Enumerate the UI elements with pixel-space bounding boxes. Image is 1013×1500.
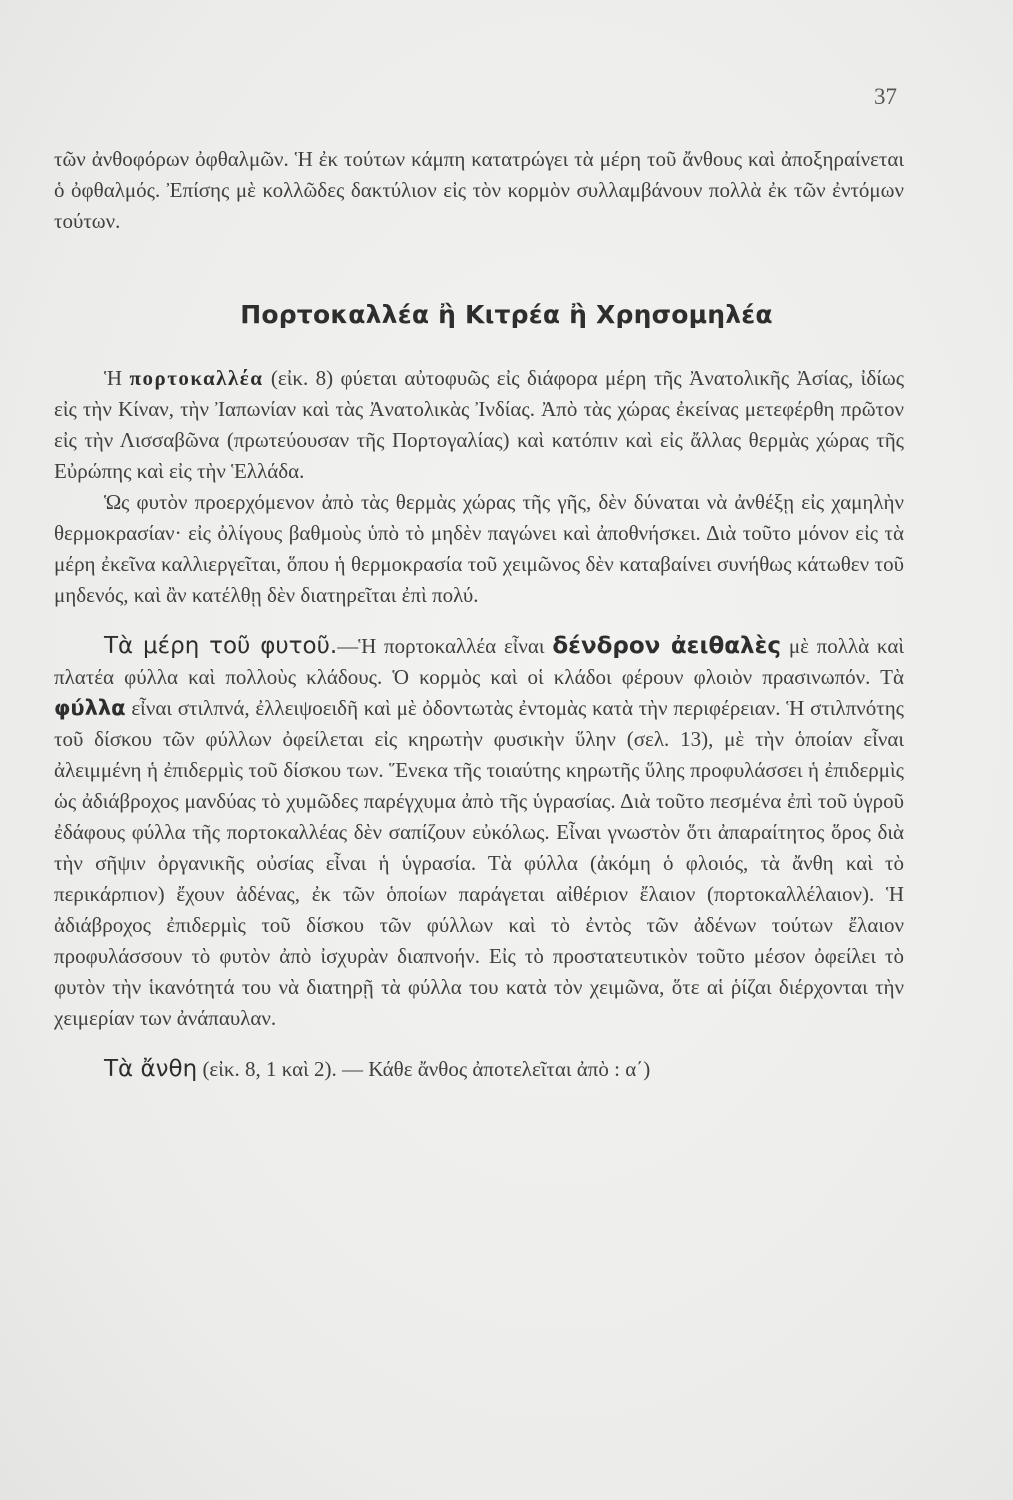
intro-paragraph-text: τῶν ἀνθοφόρων ὀφθαλμῶν. Ἡ ἐκ τούτων κάμπη κατατρώγει τὰ μέρη τοῦ ἄνθους καὶ ἀποξηραίνεται ὁ ὀφθαλμός. Ἐπίσης μὲ κολλῶδες δακτύλιον εἰς τὸν κορμὸν συλλαμβάνουν πολλὰ ἐκ τῶν ἐντόμων τούτων. <box>54 147 904 233</box>
parts-text-1: —Ἡ πορτοκαλλέα εἶναι <box>337 634 553 658</box>
subheading-plant-parts: Τὰ μέρη τοῦ φυτοῦ. <box>104 633 338 659</box>
page-number: 37 <box>874 84 897 109</box>
paragraph-plant-parts <box>54 631 904 1034</box>
origin-text: (εἰκ. 8) φύεται αὐτοφυῶς εἰς διάφορα μέρη τῆς Ἀνατολικῆς Ἀσίας, ἰδίως εἰς τὴν Κίναν, τὴν Ἰαπωνίαν καὶ τὰς Ἀνατολικὰς Ἰνδίας. Ἀπὸ τὰς χώρας ἐκείνας μετεφέρθη πρῶτον εἰς τὴν Λισσαβῶνα (πρωτεύουσαν τῆς Πορτογαλίας) καὶ κατόπιν καὶ εἰς ἄλλας θερμὰς χώρας τῆς Εὐρώπης καὶ εἰς τὴν Ἑλλάδα. <box>54 366 905 483</box>
term-leaves: φύλλα <box>54 696 126 720</box>
paragraph-climate: Ὡς φυτὸν προερχόμενον ἀπὸ τὰς θερμὰς χώρας τῆς γῆς, δὲν δύναται νὰ ἀνθέξῃ εἰς χαμηλὴν θερμοκρασίαν· εἰς ὀλίγους βαθμοὺς ὑπὸ τὸ μηδὲν παγώνει καὶ ἀποθνήσκει. Διὰ τοῦτο μόνον εἰς τὰ μέρη ἐκεῖνα καλλιεργεῖται, ὅπου ἡ θερμοκρασία τοῦ χειμῶνος δὲν καταβαίνει συνήθως κάτωθεν τοῦ μηδενός, καὶ ἂν κατέλθῃ δὲν διατηρεῖται ἐπὶ πολύ. <box>54 490 904 607</box>
parts-text-2: μὲ πολλὰ καὶ πλατέα φύλλα καὶ πολλοὺς κλάδους. Ὁ κορμὸς καὶ οἱ κλάδοι φέρουν φλοιὸν πρασινωπόν. Τὰ <box>54 634 904 689</box>
term-portokallea: πορτοκαλλέα <box>129 366 264 390</box>
section-heading: Πορτοκαλλέα ἢ Κιτρέα ἢ Χρησομηλέα <box>240 300 773 329</box>
body-text <box>54 363 904 1085</box>
term-evergreen-tree: δένδρον ἀειθαλὲς <box>552 633 782 659</box>
origin-lead: Ἡ <box>104 366 130 390</box>
paragraph-origin <box>54 363 904 487</box>
paragraph-flowers <box>54 1054 904 1085</box>
parts-text-3: εἶναι στιλπνά, ἐλλειψοειδῆ καὶ μὲ ὀδοντωτὰς ἐντομὰς κατὰ τὴν περιφέρειαν. Ἡ στιλπνότης τοῦ δίσκου τῶν φύλλων ὀφείλεται εἰς κηρωτὴν φυσικὴν ὕλην (σελ. 13), μὲ τὴν ὁποίαν εἶναι ἀλειμμένη ἡ ἐπιδερμὶς τοῦ δίσκου των. Ἕνεκα τῆς τοιαύτης κηρωτῆς ὕλης προφυλάσσει ἡ ἐπιδερμὶς ὡς ἀδιάβροχος μανδύας τὸ χυμῶδες παρέγχυμα ἀπὸ τῆς ὑγρασίας. Διὰ τοῦτο πεσμένα ἐπὶ τοῦ ὑγροῦ ἐδάφους φύλλα τῆς πορτοκαλλέας δὲν σαπίζουν εὐκόλως. Εἶναι γνωστὸν ὅτι ἀπαραίτητος ὅρος διὰ τὴν σῆψιν ὀργανικῆς οὐσίας εἶναι ἡ ὑγρασία. Τὰ φύλλα (ἀκόμη ὁ φλοιός, τὰ ἄνθη καὶ τὸ περικάρπιον) ἔχουν ἀδένας, ἐκ τῶν ὁποίων παράγεται αἰθέριον ἔλαιον (πορτοκαλλέλαιον). Ἡ ἀδιάβροχος ἐπιδερμὶς τοῦ δίσκου τῶν φύλλων καὶ τὸ ἐντὸς τῶν ἀδένων τούτων ἔλαιον προφυλάσσουν τὸ φυτὸν ἀπὸ ἰσχυρὰν διαπνοήν. Εἰς τὸ προστατευτικὸν τοῦτο μέσον ὀφείλει τὸ φυτὸν τὴν ἱκανότητά του νὰ διατηρῇ τὰ φύλλα του κατὰ τὸν χειμῶνα, ὅτε αἱ ῥίζαι διέρχονται τὴν χειμερίαν των ἀνάπαυλαν. <box>54 696 904 1030</box>
intro-paragraph <box>54 144 904 237</box>
subheading-flowers: Τὰ ἄνθη <box>104 1056 198 1082</box>
flowers-text: (εἰκ. 8, 1 καὶ 2). — Κάθε ἄνθος ἀποτελεῖται ἀπὸ : α΄) <box>197 1057 651 1081</box>
